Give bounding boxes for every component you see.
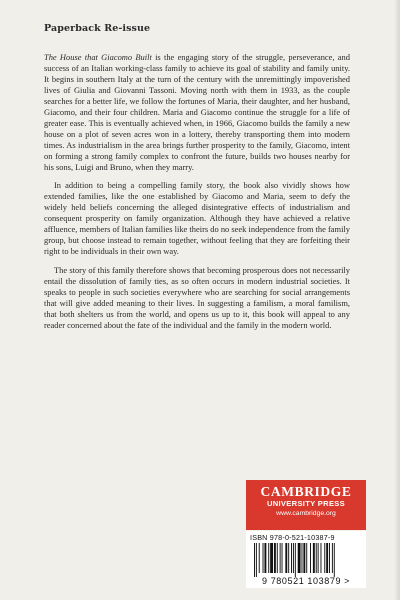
reissue-heading: Paperback Re-issue bbox=[44, 23, 151, 34]
publisher-name: CAMBRIDGE bbox=[260, 484, 352, 499]
book-title-italic: The House that Giacomo Built bbox=[44, 52, 152, 62]
publisher-logo-block bbox=[246, 480, 366, 530]
description-paragraph-3: The story of this family therefore shows that becoming prosperous does not necessarily entail the dissolution of family ties, as so often occurs in modern industrial societies. It speaks to people in such societies everywhere who are searching for social arrangements that will give added meaning to their lives. In suggesting a familism, a moral familism, that both shelters us from the world, and opens us up to it, this book will appeal to any reader concerned about the fate of the individual and the family in the modern world. bbox=[44, 265, 350, 330]
description-paragraph-1 bbox=[44, 52, 350, 172]
barcode-digits: 9 780521 103879 > bbox=[261, 576, 351, 586]
barcode-icon bbox=[252, 543, 360, 577]
barcode-block bbox=[246, 531, 366, 588]
isbn-label: ISBN 978-0-521-10387-9 bbox=[250, 533, 335, 542]
cover-edge-shadow bbox=[394, 0, 400, 600]
description-paragraph-1-text: is the engaging story of the struggle, perseverance, and success of an Italian working-class family to achieve its goal of stability and family unity. It begins in southern Italy at the turn of the century with the unremittingly impoverished lives of Giulia and Giovanni Tassoni. Moving north with them in 1933, as the couple searches for a better life, we follow the fortunes of Maria, their daughter, and her husband, Giacomo, and their four children. Maria and Giacomo continue the struggle for a life of greater ease. This is eventually achieved when, in 1966, Giacomo builds the family a new house on a plot of seven acres won in a lottery, thereby transporting them into modern times. As industrialism in the area brings further prosperity to the family, Giacomo, intent on forming a strong family complex to confront the future, builds two houses nearby for his sons, Luigi and Bruno, when they marry. bbox=[44, 52, 350, 172]
publisher-subname: UNIVERSITY PRESS bbox=[266, 499, 346, 508]
publisher-url: www.cambridge.org bbox=[276, 510, 336, 517]
description-paragraph-2: In addition to being a compelling family story, the book also vividly shows how extended families, like the one established by Giacomo and Maria, seem to defy the widely held beliefs concerning the alleged disintegrative effects of industrialism and consequent prosperity on family organization. Although they have achieved a relative affluence, members of Italian families like theirs do no seek independence from the family group, but choose instead to remain together, without feeling that they are forfeiting their right to be individuals in their own way. bbox=[44, 180, 350, 257]
book-description bbox=[44, 52, 350, 331]
